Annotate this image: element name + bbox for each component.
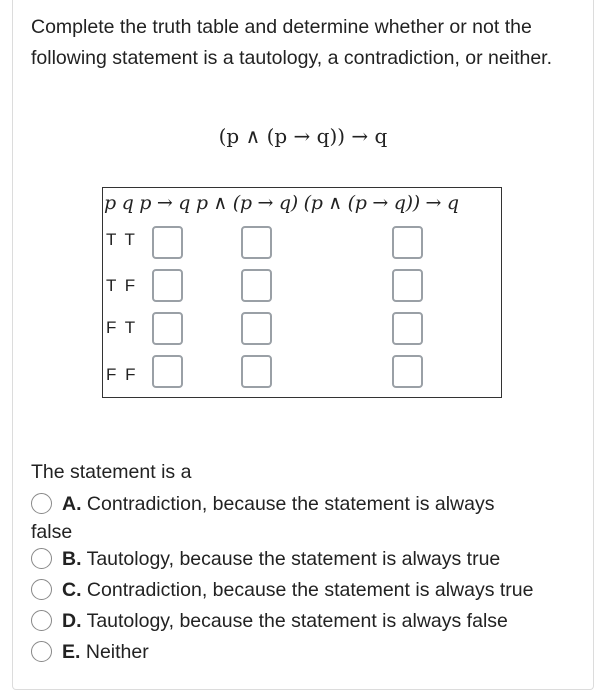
answer-box-r4-c2[interactable] xyxy=(241,355,272,388)
row-label-tt: T T xyxy=(106,230,137,249)
answer-box-r3-c1[interactable] xyxy=(152,312,183,345)
option-letter: B. xyxy=(62,548,82,570)
radio-icon[interactable] xyxy=(31,493,52,514)
statement-formula: (p ∧ (p → q)) → q xyxy=(218,124,388,148)
row-label-tf: T F xyxy=(106,276,138,295)
option-letter: D. xyxy=(62,610,82,632)
option-a[interactable] xyxy=(31,490,551,546)
option-e[interactable] xyxy=(31,641,149,664)
option-d[interactable] xyxy=(31,610,508,633)
header-p-and-implication: p ∧ (p → q) xyxy=(195,192,298,214)
table-header-row xyxy=(104,192,459,214)
answer-box-r2-c3[interactable] xyxy=(392,269,423,302)
answer-box-r4-c3[interactable] xyxy=(392,355,423,388)
conclusion-lead: The statement is a xyxy=(31,461,192,483)
option-letter: A. xyxy=(62,493,82,515)
radio-icon[interactable] xyxy=(31,579,52,600)
option-letter: C. xyxy=(62,579,82,601)
radio-icon[interactable] xyxy=(31,548,52,569)
radio-icon[interactable] xyxy=(31,610,52,631)
question-prompt: Complete the truth table and determine whether or not the following statement is a tautology, a contradiction, or neither. xyxy=(31,16,553,69)
radio-icon[interactable] xyxy=(31,641,52,662)
truth-table xyxy=(102,187,502,398)
option-c[interactable] xyxy=(31,579,534,602)
answer-box-r3-c3[interactable] xyxy=(392,312,423,345)
header-full-statement: (p ∧ (p → q)) → q xyxy=(303,192,459,214)
row-label-ft: F T xyxy=(106,318,138,337)
option-letter: E. xyxy=(62,641,81,663)
answer-box-r3-c2[interactable] xyxy=(241,312,272,345)
row-label-ff: F F xyxy=(106,365,138,384)
answer-box-r1-c3[interactable] xyxy=(392,226,423,259)
option-text: Contradiction, because the statement is always true xyxy=(86,579,534,601)
answer-box-r1-c1[interactable] xyxy=(152,226,183,259)
option-text: Neither xyxy=(85,641,149,663)
answer-box-r2-c1[interactable] xyxy=(152,269,183,302)
answer-box-r4-c1[interactable] xyxy=(152,355,183,388)
answer-box-r2-c2[interactable] xyxy=(241,269,272,302)
option-text: Contradiction, because the statement is always xyxy=(86,493,495,515)
option-text-continuation: false xyxy=(31,521,73,543)
header-p: p xyxy=(104,192,116,214)
option-text: Tautology, because the statement is always true xyxy=(86,548,501,570)
option-text: Tautology, because the statement is always false xyxy=(86,610,508,632)
option-b[interactable] xyxy=(31,548,500,571)
answer-box-r1-c2[interactable] xyxy=(241,226,272,259)
header-p-implies-q: p → q xyxy=(139,192,191,214)
header-q: q xyxy=(121,192,134,214)
